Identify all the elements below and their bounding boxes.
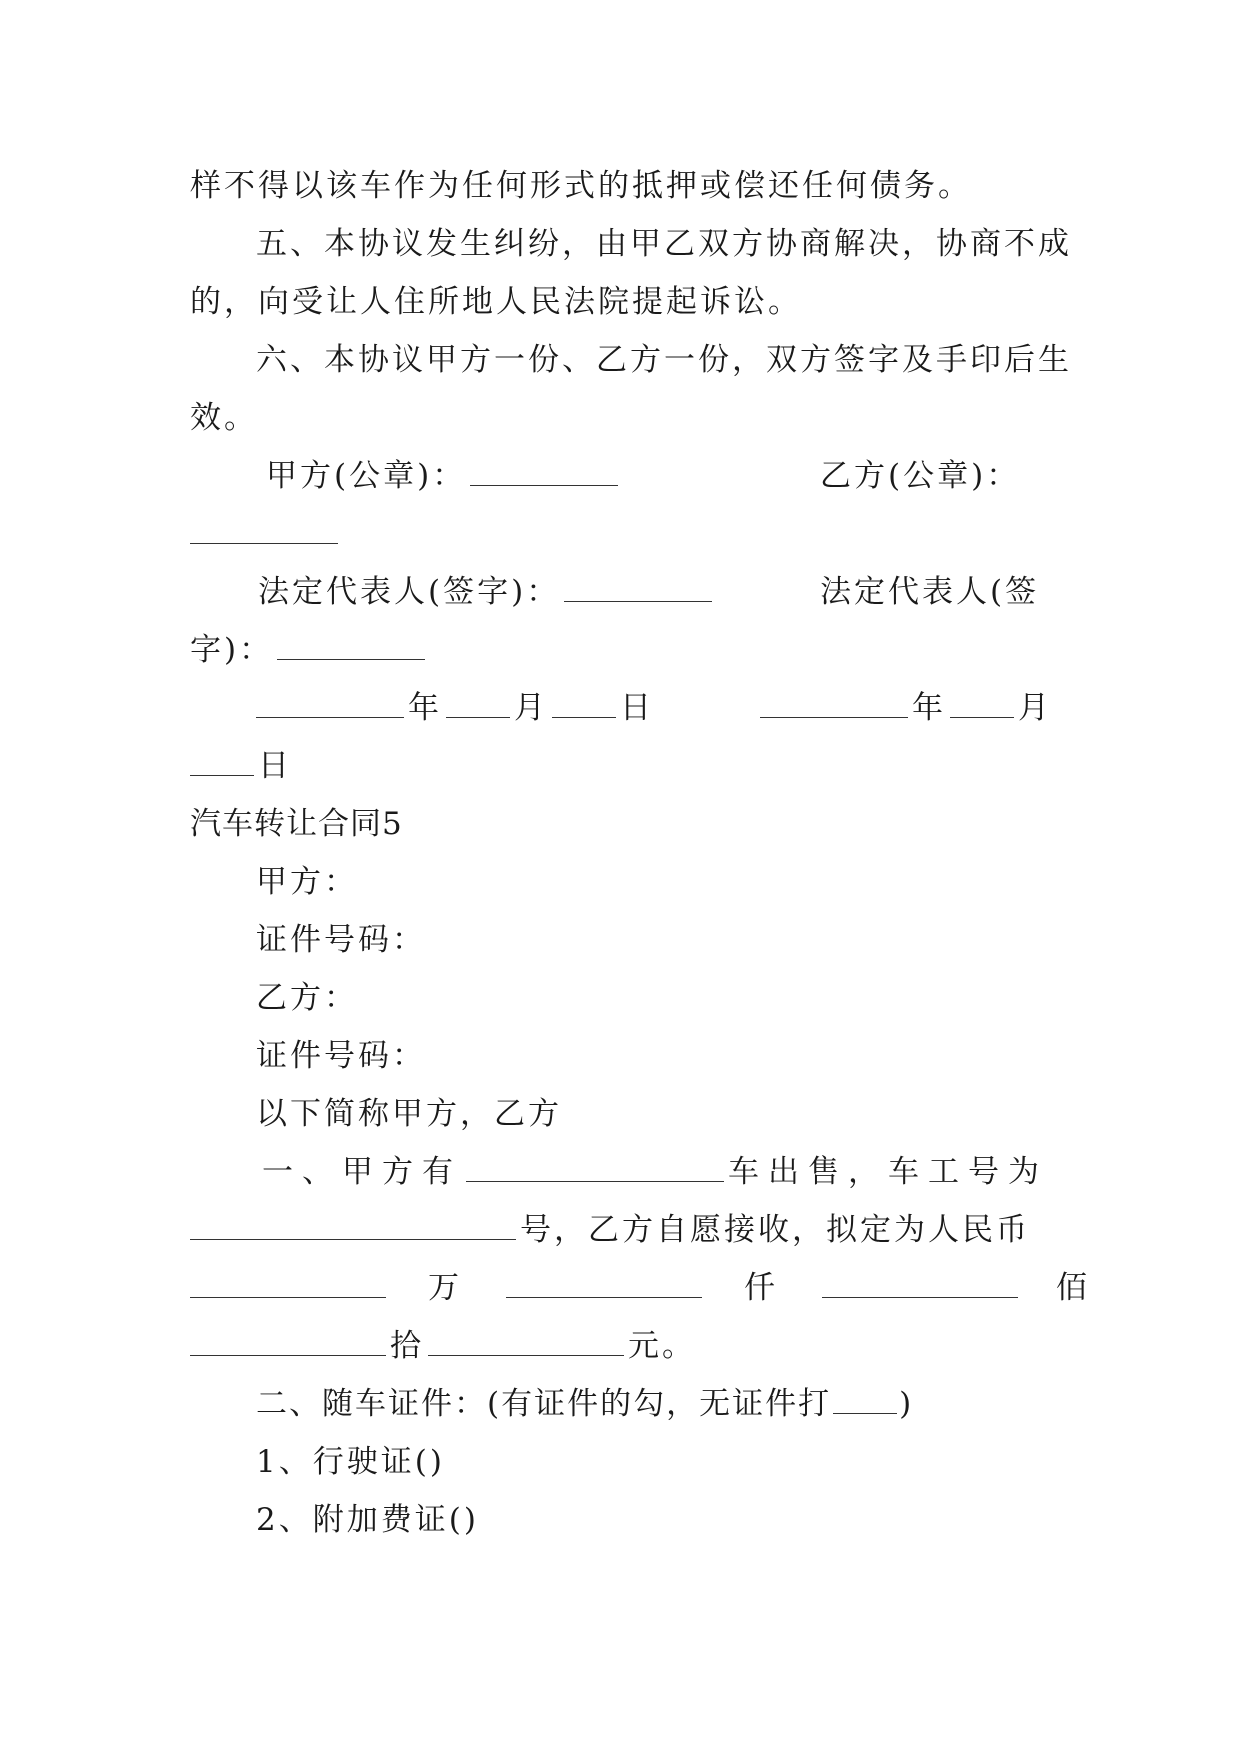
- label: 二、随车证件：(有证件的勾，无证件打: [256, 1386, 832, 1422]
- party-a-label: 甲方：: [256, 864, 358, 900]
- blank-field: [256, 691, 404, 718]
- label: 元。: [628, 1328, 696, 1364]
- blank-field: [506, 1271, 702, 1298]
- id-a-label: 证件号码：: [256, 922, 426, 958]
- blank-field: [428, 1329, 624, 1356]
- label: 号，乙方自愿接收，拟定为人民币: [520, 1212, 1030, 1248]
- label: 月: [1018, 690, 1052, 726]
- blank-field: [466, 1155, 724, 1182]
- label: 字)：: [190, 632, 274, 668]
- item-2-line: [256, 1384, 1060, 1424]
- label: 年: [408, 690, 442, 726]
- item-1-line-4: [190, 1326, 1060, 1366]
- blank-field: [190, 517, 338, 544]
- label: 甲方(公章)：: [266, 458, 467, 494]
- label: 车出售，车工号为: [728, 1154, 1048, 1190]
- blank-field: [190, 1213, 516, 1240]
- label: 日: [620, 690, 654, 726]
- label: 仟: [744, 1270, 778, 1306]
- text-line: 样不得以该车作为任何形式的抵押或偿还任何债务。: [190, 168, 972, 204]
- label: 年: [912, 690, 946, 726]
- item-1-line-2: [190, 1210, 1060, 1250]
- blank-field: [190, 749, 254, 776]
- text-line: 的，向受让人住所地人民法院提起诉讼。: [190, 284, 802, 320]
- signature-party-b: [820, 456, 1060, 496]
- label: 法定代表人(签字)：: [258, 574, 561, 610]
- blank-field: [190, 1329, 386, 1356]
- label: 法定代表人(签: [820, 574, 1040, 610]
- text-line: 五、本协议发生纠纷，由甲乙双方协商解决，协商不成: [256, 226, 1072, 262]
- representative-b: [820, 572, 1060, 612]
- text-line: 六、本协议甲方一份、乙方一份，双方签字及手印后生: [256, 342, 1072, 378]
- item-1-line-1: [262, 1152, 1132, 1192]
- label: 月: [514, 690, 548, 726]
- date-b-cont: [190, 746, 1060, 786]
- representative-b-cont: [190, 630, 1060, 670]
- id-b-label: 证件号码：: [256, 1038, 426, 1074]
- blank-field: [950, 691, 1014, 718]
- label: 日: [258, 748, 292, 784]
- blank-field: [190, 1271, 386, 1298]
- blank-field: [552, 691, 616, 718]
- label: 拾: [390, 1328, 424, 1364]
- blank-field: [833, 1387, 897, 1414]
- date-b: [760, 688, 1060, 728]
- item-1-line-3: [190, 1268, 1090, 1308]
- doc-item-1: 1、行驶证(): [256, 1444, 445, 1480]
- blank-field: [470, 459, 618, 486]
- party-b-label: 乙方：: [256, 980, 358, 1016]
- label: 乙方(公章)：: [820, 458, 1021, 494]
- section-title: 汽车转让合同5: [190, 806, 403, 842]
- blank-field: [760, 691, 908, 718]
- blank-line: [190, 514, 1060, 554]
- blank-field: [822, 1271, 1018, 1298]
- abbreviation-line: 以下简称甲方，乙方: [256, 1096, 562, 1132]
- blank-field: [446, 691, 510, 718]
- text-line: 效。: [190, 400, 258, 436]
- label: 万: [428, 1270, 462, 1306]
- blank-field: [277, 633, 425, 660]
- blank-field: [564, 575, 712, 602]
- doc-item-2: 2、附加费证(): [256, 1502, 479, 1538]
- label: 一、甲方有: [262, 1154, 462, 1190]
- label: 佰: [1056, 1270, 1090, 1306]
- label: ): [899, 1386, 914, 1422]
